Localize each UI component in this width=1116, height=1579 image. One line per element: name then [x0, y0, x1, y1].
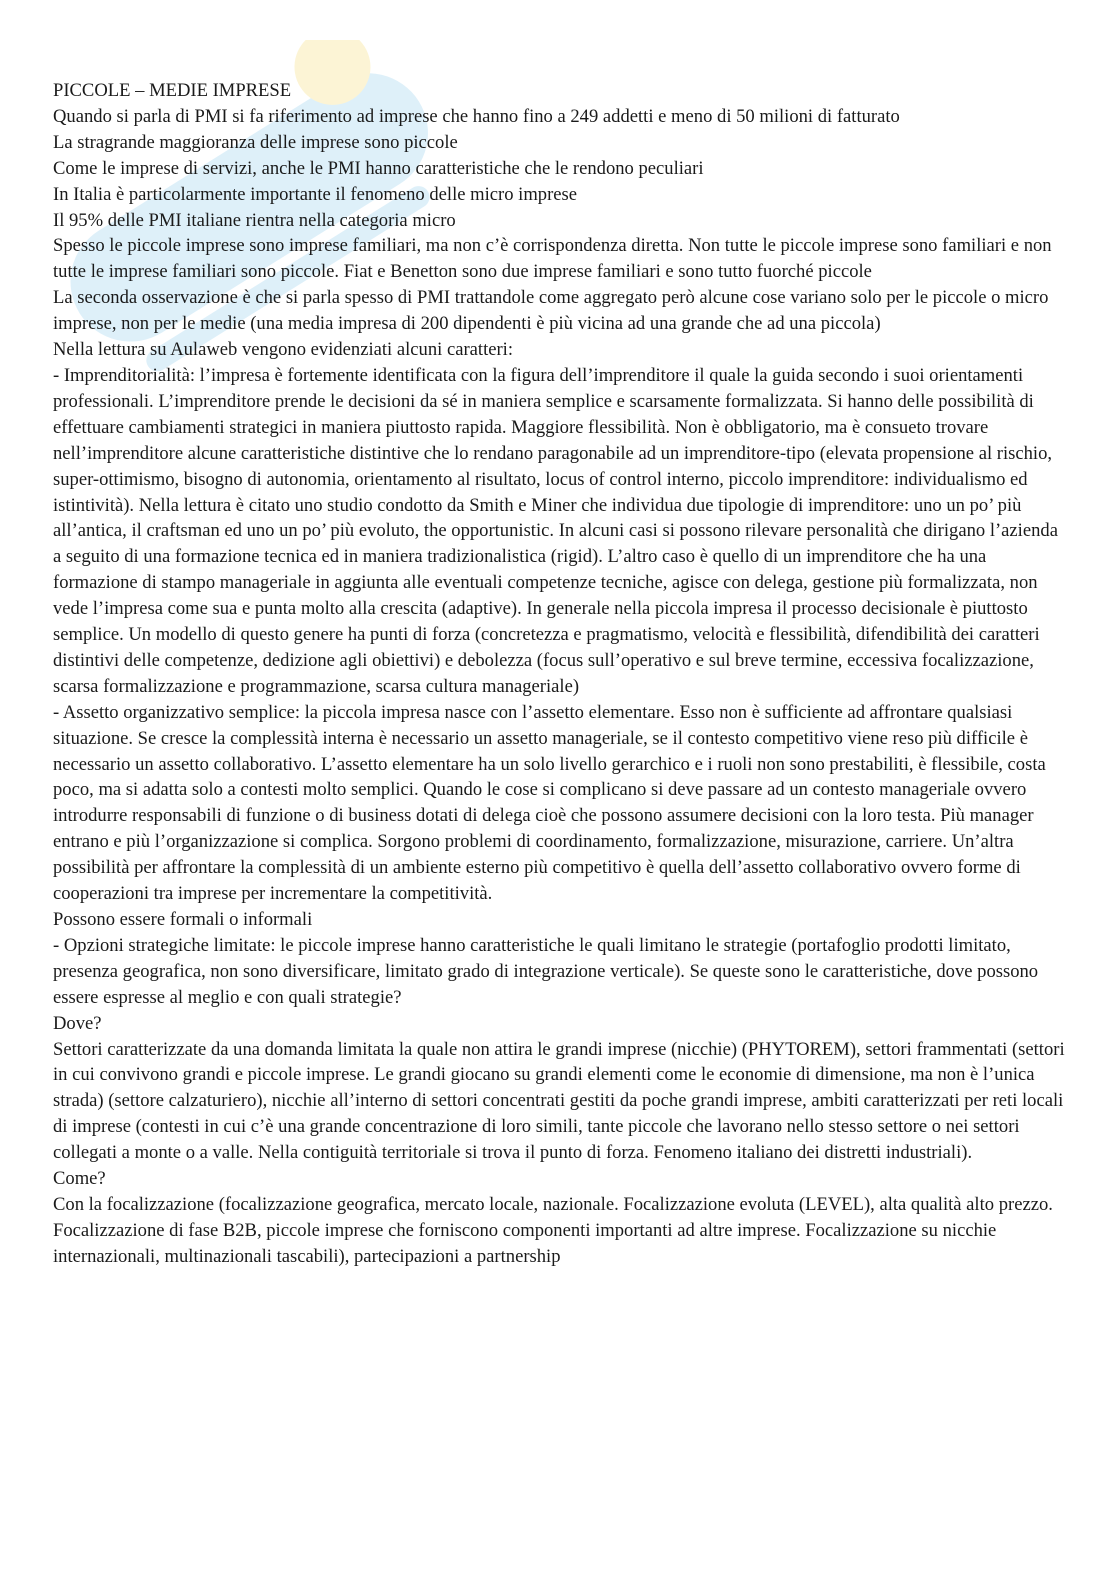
paragraph: Spesso le piccole imprese sono imprese familiari, ma non c’è corrispondenza diretta. Non tutte le piccole imprese sono familiari e non tutte le imprese familiari sono piccole. Fiat e Benetton sono due imprese familiari e sono tutto fuorché piccole [53, 235, 1052, 283]
paragraph: - Opzioni strategiche limitate: le piccole imprese hanno caratteristiche le quali limitano le strategie (portafoglio prodotti limitato, presenza geografica, non sono diversificare, limitato grado di integrazione verticale). Se queste sono le caratteristiche, dove possono essere espresse al meglio e con quali strategie? [53, 934, 1039, 1008]
section-heading-come: Come? [53, 1168, 106, 1190]
paragraph: La seconda osservazione è che si parla spesso di PMI trattandole come aggregato però alcune cose variano solo per le piccole o micro imprese, non per le medie (una media impresa di 200 dipendenti è più vicina ad una grande che ad una piccola) [53, 287, 1049, 335]
paragraph: Il 95% delle PMI italiane rientra nella categoria micro [53, 209, 456, 231]
paragraph: - Assetto organizzativo semplice: la piccola impresa nasce con l’assetto elementare. Esso non è sufficiente ad affrontare qualsiasi situazione. Se cresce la complessità interna è necessario un assetto manageriale, se il contesto competitivo viene reso più difficile è necessario un assetto collaborativo. L’assetto elementare ha un solo livello gerarchico e i ruoli non sono prestabiliti, è flessibile, costa poco, ma si adatta solo a contesti molto semplici. Quando le cose si complicano si deve passare ad un contesto manageriale ovvero introdurre responsabili di funzione o di business dotati di delega cioè che possono assumere decisioni con la loro testa. Più manager entrano e più l’organizzazione si complica. Sorgono problemi di coordinamento, formalizzazione, misurazione, carriere. Un’altra possibilità per affrontare la complessità di un ambiente esterno più competitivo è quella dell’assetto collaborativo ovvero forme di cooperazioni tra imprese per incrementare la competitività. [53, 701, 1046, 905]
section-heading-dove: Dove? [53, 1012, 102, 1034]
paragraph: - Imprenditorialità: l’impresa è fortemente identificata con la figura dell’imprenditore il quale la guida secondo i suoi orientamenti professionali. L’imprenditore prende le decisioni da sé in maniera semplice e scarsamente formalizzata. Si hanno delle possibilità di effettuare cambiamenti strategici in maniera piuttosto rapida. Maggiore flessibilità. Non è obbligatorio, ma è consueto trovare nell’imprenditore alcune caratteristiche distintive che lo rendano paragonabile ad un imprenditore-tipo (elevata propensione al rischio, super-ottimismo, bisogno di autonomia, orientamento al risultato, locus of control interno, piccolo imprenditore: individualismo ed istintività). Nella lettura è citato uno studio condotto da Smith e Miner che individua due tipologie di imprenditore: uno un po’ più all’antica, il craftsman ed uno un po’ più evoluto, the opportunistic. In alcuni casi si possono rilevare personalità che dirigano l’azienda a seguito di una formazione tecnica ed in maniera tradizionalistica (rigid). L’altro caso è quello di un imprenditore che ha una formazione di stampo manageriale in aggiunta alle eventuali competenze tecniche, agisce con delega, gestione più formalizzata, non vede l’impresa come sua e punta molto alla crescita (adaptive). In generale nella piccola impresa il processo decisionale è piuttosto semplice. Un modello di questo genere ha punti di forza (concretezza e pragmatismo, velocità e flessibilità, difendibilità dei caratteri distintivi delle competenze, dedizione agli obiettivi) e debolezza (focus sull’operativo e sul breve termine, eccessiva focalizzazione, scarsa formalizzazione e programmazione, scarsa cultura manageriale) [53, 364, 1058, 697]
paragraph: Settori caratterizzate da una domanda limitata la quale non attira le grandi imprese (nicchie) (PHYTOREM), settori frammentati (settori in cui convivono grandi e piccole imprese. Le grandi giocano su grandi elementi come le economie di dimensione, ma non è l’unica strada) (settore calzaturiero), nicchie all’interno di settori concentrati gestiti da poche grandi imprese, ambiti caratterizzati per reti locali di imprese (contesti in cui c’è una grande concentrazione di loro simili, tante piccole che lavorano nello stesso settore o nei settori collegati a monte o a valle. Nella contiguità territoriale si trova il punto di forza. Fenomeno italiano dei distretti industriali). [53, 1038, 1065, 1164]
paragraph: Nella lettura su Aulaweb vengono evidenziati alcuni caratteri: [53, 339, 514, 361]
document-body [53, 78, 1065, 1270]
paragraph: Possono essere formali o informali [53, 909, 313, 930]
paragraph: In Italia è particolarmente importante il fenomeno delle micro imprese [53, 183, 578, 205]
paragraph: Con la focalizzazione (focalizzazione geografica, mercato locale, nazionale. Focalizzazione evoluta (LEVEL), alta qualità alto prezzo. Focalizzazione di fase B2B, piccole imprese che forniscono componenti importanti ad altre imprese. Focalizzazione su nicchie internazionali, multinazionali tascabili), partecipazioni a partnership [53, 1193, 1053, 1267]
paragraph: Quando si parla di PMI si fa riferimento ad imprese che hanno fino a 249 addetti e meno di 50 milioni di fatturato [53, 105, 900, 127]
paragraph: Come le imprese di servizi, anche le PMI hanno caratteristiche che le rendono peculiari [53, 157, 704, 179]
document-title: PICCOLE – MEDIE IMPRESE [53, 80, 292, 101]
paragraph: La stragrande maggioranza delle imprese sono piccole [53, 131, 458, 153]
